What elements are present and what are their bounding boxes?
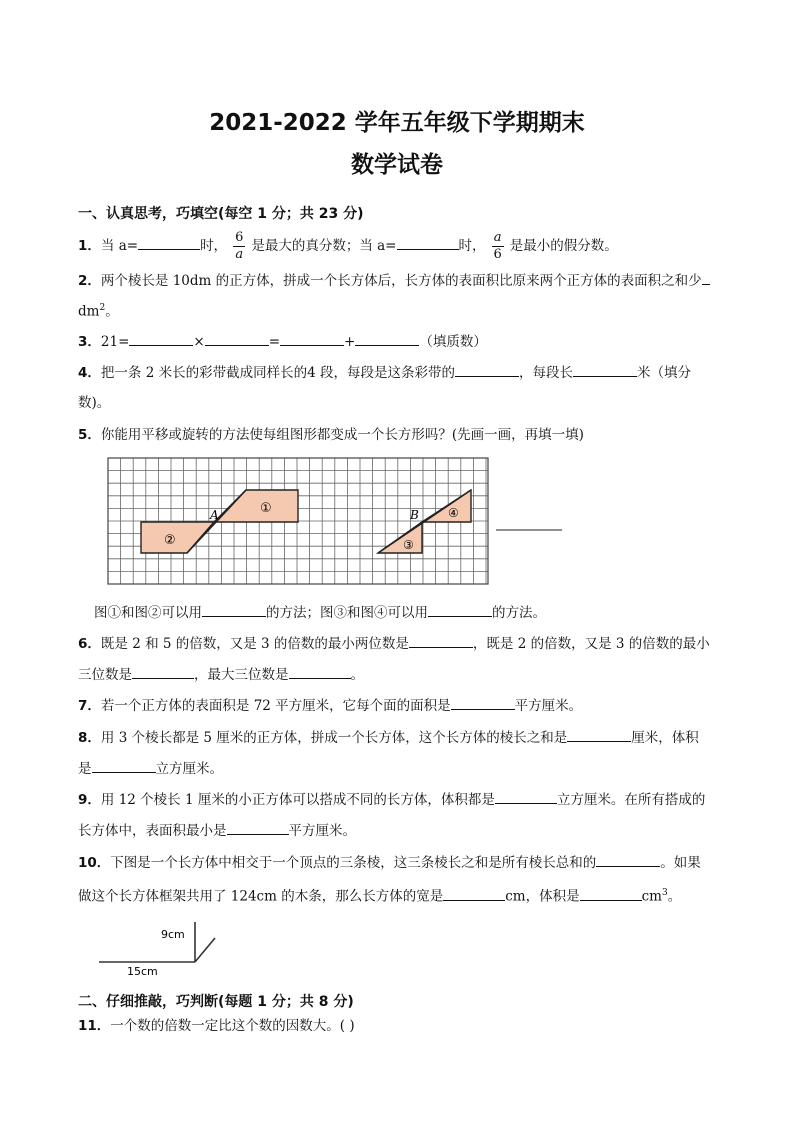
question-4-line1 — [78, 362, 691, 383]
q5-text: 你能用平移或旋转的方法使每组图形都变成一个长方形吗？(先画一画，再填一填) — [100, 427, 584, 443]
question-7 — [78, 695, 582, 716]
q1-blank-1[interactable] — [138, 235, 200, 250]
q5-ans-b: 的方法；图③和图④可以用 — [266, 605, 428, 621]
q2-blank[interactable] — [702, 270, 710, 285]
question-1 — [78, 230, 618, 263]
q6-text-a: 既是 2 和 5 的倍数，又是 3 的倍数的最小两位数是 — [100, 636, 409, 652]
label-B: B — [410, 508, 419, 522]
q5-grid-figure — [100, 452, 570, 592]
q3-blank-4[interactable] — [355, 331, 419, 346]
q6-text-c: 三位数是 — [78, 667, 132, 683]
q5-blank-2[interactable] — [428, 602, 492, 617]
question-2-line2 — [78, 298, 119, 322]
question-10-line1 — [78, 852, 701, 873]
section1-heading: 一、认真思考，巧填空(每空 1 分；共 23 分) — [78, 206, 364, 222]
q9-number: 9． — [78, 792, 101, 808]
q4-text-c: 米（填分 — [636, 365, 691, 381]
exam-title-line2: 数学试卷 — [351, 152, 443, 178]
q5-ans-c: 的方法。 — [492, 605, 546, 621]
q4-blank-2[interactable] — [573, 362, 637, 377]
q1-number: 1． — [78, 238, 101, 254]
question-4-line2: 数)。 — [78, 395, 111, 411]
q9-text-c: 长方体中，表面积最小是 — [78, 823, 227, 839]
q10-blank-3[interactable] — [580, 886, 642, 901]
label-shape-4: ④ — [448, 506, 459, 520]
q9-text-d: 平方厘米。 — [288, 823, 356, 839]
q2-text: 两个棱长是 10dm 的正方体，拼成一个长方体后，长方体的表面积比原来两个正方体的表面积之和少 — [100, 273, 702, 289]
q2-number: 2． — [78, 273, 101, 289]
shape-2 — [141, 522, 214, 553]
q6-text-b: ，既是 2 的倍数，又是 3 的倍数的最小 — [472, 636, 710, 652]
q6-number: 6． — [78, 636, 101, 652]
q3-blank-2[interactable] — [205, 331, 269, 346]
q6-text-e: 。 — [350, 667, 364, 683]
label-9cm: 9cm — [161, 928, 185, 941]
q1-fraction-a-over-6: $\frac{a}{6}$ — [493, 230, 502, 262]
q1-text-b: 时， — [200, 238, 228, 254]
label-shape-3: ③ — [403, 538, 414, 552]
label-15cm: 15cm — [127, 965, 158, 978]
question-6-line1 — [78, 633, 710, 654]
q6-blank-1[interactable] — [409, 633, 473, 648]
question-9-line1 — [78, 789, 705, 810]
q4-text-a: 把一条 2 米长的彩带截成同样长的4 段，每段是这条彩带的 — [100, 365, 455, 381]
section2-heading: 二、仔细推敲，巧判断(每题 1 分；共 8 分) — [78, 994, 354, 1010]
q8-text-d: 立方厘米。 — [155, 761, 223, 777]
q7-text-b: 平方厘米。 — [514, 698, 583, 714]
q8-text-c: 是 — [78, 761, 92, 777]
q2-end: 。 — [105, 303, 119, 320]
q7-blank[interactable] — [451, 695, 515, 710]
question-6-line2 — [78, 664, 364, 685]
question-2-line1 — [78, 270, 710, 291]
q10-text-c: 做这个长方体框架共用了 124cm 的木条，那么长方体的宽是 — [78, 888, 444, 905]
q10-text-a: 下图是一个长方体中相交于一个顶点的三条棱，这三条棱长之和是所有棱长总和的 — [110, 855, 597, 871]
q4-number: 4． — [78, 365, 101, 381]
q5-ans-a: 图①和图②可以用 — [94, 605, 202, 621]
label-shape-2: ② — [164, 533, 176, 548]
question-8-line2 — [78, 758, 223, 779]
q10-sup: 3 — [661, 888, 668, 898]
q9-blank-1[interactable] — [495, 789, 557, 804]
q7-text-a: 若一个正方体的表面积是 72 平方厘米，它每个面的面积是 — [100, 698, 451, 714]
q1-blank-2[interactable] — [397, 235, 459, 250]
q10-text-e: cm — [641, 888, 662, 905]
q1-fraction-6-over-a: $\frac{6}{a}$ — [235, 230, 244, 262]
q3-blank-1[interactable] — [129, 331, 193, 346]
q5-blank-1[interactable] — [202, 602, 266, 617]
q1-text-a: 当 a= — [100, 238, 139, 254]
edge-width — [195, 938, 215, 962]
q10-text-d: cm，体积是 — [505, 888, 580, 905]
q4-text-b: ，每段长 — [518, 365, 573, 381]
q10-text-b: 。如果 — [660, 855, 701, 871]
q6-text-d: ，最大三位数是 — [194, 667, 289, 683]
label-A: A — [210, 508, 219, 522]
question-3 — [78, 331, 487, 352]
q4-blank-1[interactable] — [455, 362, 519, 377]
q9-text-a: 用 12 个棱长 1 厘米的小正方体可以搭成不同的长方体，体积都是 — [100, 792, 495, 808]
q10-number: 10． — [78, 855, 111, 871]
q3-plus: + — [344, 334, 356, 350]
question-9-line2 — [78, 820, 356, 841]
q8-blank-1[interactable] — [567, 727, 631, 742]
q11-number: 11． — [78, 1018, 111, 1034]
q5-answer-line — [94, 602, 546, 623]
q3-text: 21= — [100, 334, 130, 350]
q9-blank-2[interactable] — [227, 820, 289, 835]
q3-note: （填质数） — [419, 334, 487, 350]
question-8-line1 — [78, 727, 699, 748]
q1-text-c: 是最大的真分数；当 a= — [251, 238, 397, 254]
q10-edges-figure — [95, 918, 235, 980]
q1-text-e: 是最小的假分数。 — [509, 238, 618, 254]
q5-number: 5． — [78, 427, 101, 443]
q9-text-b: 立方厘米。在所有搭成的 — [556, 792, 706, 808]
q8-blank-2[interactable] — [92, 758, 156, 773]
q7-number: 7． — [78, 698, 101, 714]
q2-unit-sup: 2 — [99, 303, 106, 313]
q6-blank-3[interactable] — [289, 664, 351, 679]
q3-blank-3[interactable] — [280, 331, 344, 346]
exam-title-line1: 2021-2022 学年五年级下学期期末 — [209, 110, 585, 136]
q10-blank-2[interactable] — [443, 886, 505, 901]
q3-number: 3． — [78, 334, 101, 350]
label-shape-1: ① — [260, 501, 272, 516]
q8-text-b: 厘米，体积 — [631, 730, 699, 746]
q8-number: 8． — [78, 730, 101, 746]
q6-blank-2[interactable] — [132, 664, 194, 679]
question-10-line2 — [78, 883, 681, 907]
q2-unit: dm — [78, 303, 100, 320]
q10-text-f: 。 — [667, 888, 682, 905]
q10-blank-1[interactable] — [596, 852, 660, 867]
q3-times: × — [193, 334, 205, 350]
question-11 — [78, 1016, 355, 1036]
q11-text: 一个数的倍数一定比这个数的因数大。( ) — [110, 1018, 355, 1034]
q1-text-d: 时， — [458, 238, 486, 254]
q3-equals: = — [268, 334, 281, 350]
question-5 — [78, 425, 584, 445]
q8-text-a: 用 3 个棱长都是 5 厘米的正方体，拼成一个长方体，这个长方体的棱长之和是 — [100, 730, 568, 746]
shape-1 — [214, 490, 298, 522]
